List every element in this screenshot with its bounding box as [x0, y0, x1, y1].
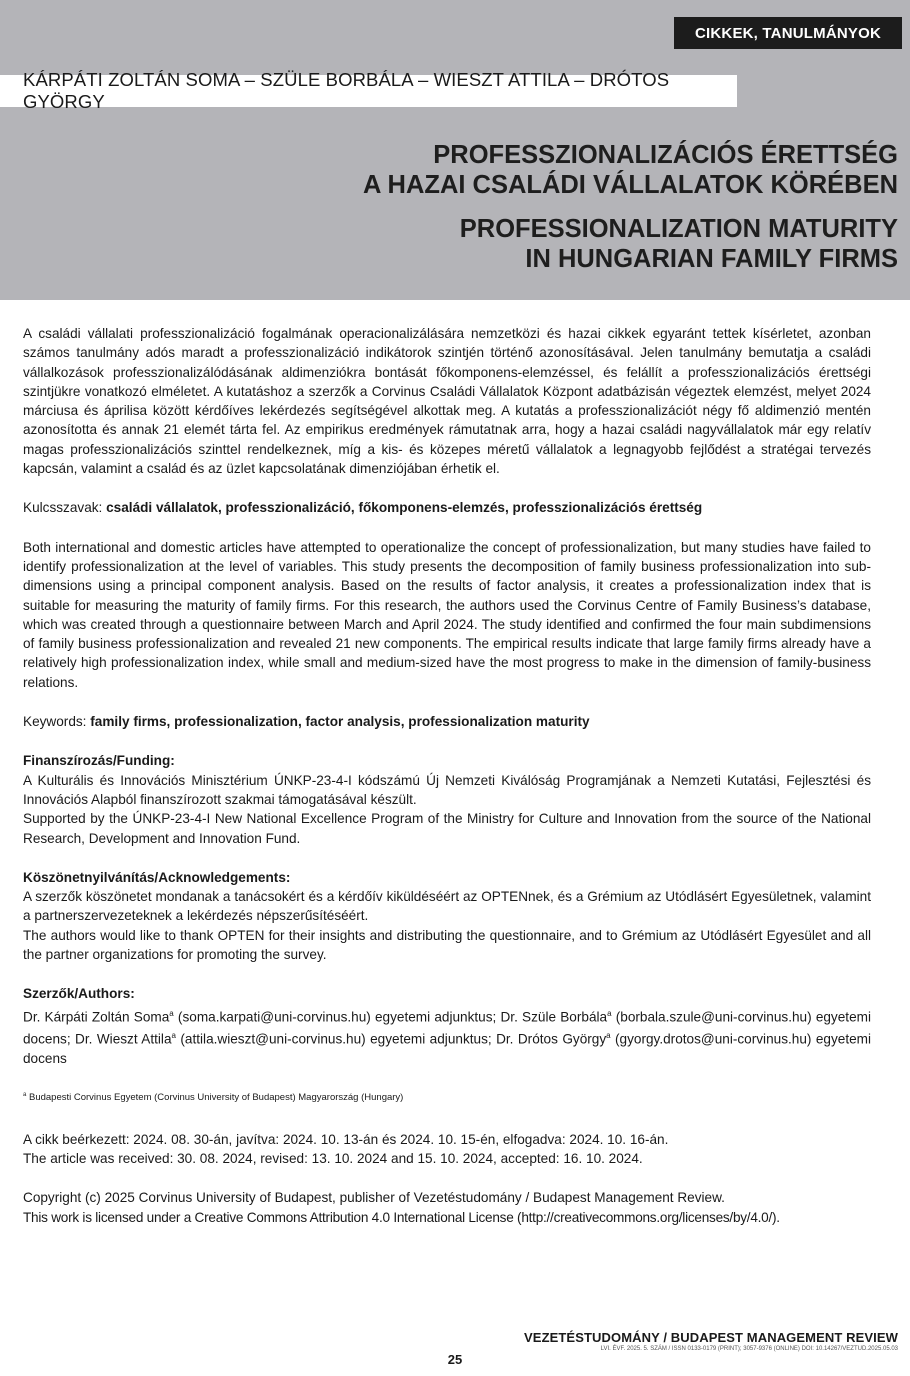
funding-hungarian: A Kulturális és Innovációs Minisztérium ÚNKP-23-4-I kódszámú Új Nemzeti Kiválóság Programjának a Nemzeti Kutatási, Fejlesztési és Innovációs Alapból finanszírozott szakmai támogatásával készült. — [23, 772, 871, 807]
author-3-details: (attila.wieszt@uni-corvinus.hu) egyetemi adjunktus; — [175, 1031, 497, 1047]
author-1-affiliation-mark: a — [169, 1008, 174, 1018]
copyright-line-2: This work is licensed under a Creative Commons Attribution 4.0 International License (http://creativecommons.org/licenses/by/4.0/). — [23, 1209, 780, 1225]
dates-hungarian: A cikk beérkezett: 2024. 08. 30-án, javítva: 2024. 10. 13-án és 2024. 10. 15-én, elfogadva: 2024. 10. 16-án. — [23, 1131, 669, 1147]
funding-heading: Finanszírozás/Funding: — [23, 753, 175, 769]
title-hungarian — [363, 140, 898, 200]
affiliation-mark: a — [23, 1091, 27, 1098]
article-body — [23, 324, 871, 1227]
author-1-details: (soma.karpati@uni-corvinus.hu) egyetemi adjunktus; — [173, 1009, 501, 1025]
author-1-name: Dr. Kárpáti Zoltán Soma — [23, 1009, 170, 1025]
author-3-affiliation-mark: a — [171, 1031, 176, 1041]
keywords-hungarian — [23, 498, 871, 517]
author-4-details: (gyorgy.drotos@uni-corvinus.hu) egyetemi docens — [23, 1031, 871, 1067]
title-en-line-1: PROFESSIONALIZATION MATURITY — [459, 215, 898, 243]
title-hu-line-2: A HAZAI CSALÁDI VÁLLALATOK KÖRÉBEN — [362, 171, 898, 199]
keywords-english — [23, 712, 871, 731]
keywords-en-terms: family firms, professionalization, factor analysis, professionalization maturity — [90, 714, 590, 730]
authors-details — [23, 1004, 871, 1069]
dates-english: The article was received: 30. 08. 2024, revised: 13. 10. 2024 and 15. 10. 2024, accepted: 16. 10. 2024. — [23, 1151, 643, 1167]
keywords-en-label: Keywords: — [23, 714, 87, 730]
abstract-english: Both international and domestic articles have attempted to operationalize the concept of professionalization, but many studies have failed to identify professionalization at the level of variables. This study presents the decomposition of family business professionalization into sub-dimensions using a principal component analysis. Based on the results of factor analysis, it creates a professionalization index that is suitable for measuring the maturity of family firms. For this research, the authors used the Corvinus Centre of Family Business’s database, which was created through a questionnaire between March and April 2024. The study identified and confirmed the four main subdimensions of family business professionalization and revealed 21 new components. The empirical results indicate that large family firms already have a relatively high professionalization index, while small and medium-sized have the most progress to make in the dimension of family-business relations. — [23, 539, 871, 690]
keywords-hu-terms: családi vállalatok, professzionalizáció, főkomponens-elemzés, professzionalizációs érettség — [106, 500, 703, 516]
author-3-name: Dr. Wieszt Attila — [75, 1031, 172, 1047]
affiliation-footnote — [23, 1089, 871, 1104]
section-tag: CIKKEK, TANULMÁNYOK — [674, 17, 902, 49]
keywords-hu-label: Kulcsszavak: — [23, 500, 103, 516]
page-number: 25 — [447, 1352, 463, 1367]
author-4-affiliation-mark: a — [606, 1031, 611, 1041]
title-en-line-2: IN HUNGARIAN FAMILY FIRMS — [525, 245, 898, 273]
article-header — [0, 0, 910, 300]
author-2-name: Dr. Szüle Borbála — [500, 1009, 608, 1025]
abstract-hungarian: A családi vállalati professzionalizáció fogalmának operacionalizálására nemzetközi és hazai cikkek egyaránt tettek kísérletet, azonban számos tanulmány adós maradt a professzionalizáció indikátorok szintjén történő azonosításával. Jelen tanulmány bemutatja a családi vállalkozások professzionalizálódásának aldimenziókra bontását főkomponens-elemzéssel, és felállít a professzionalizációs érettségi szintjükre vonatkozó elméletet. A kutatáshoz a szerzők a Corvinus Családi Vállalatok Központ adatbázisán végeztek elemzést, melyet 2024 márciusa és áprilisa között kérdőíves lekérdezés segítségével alkottak meg. A kutatás a professzionalizációt négy fő aldimenzió mentén azonosította és annak 21 elemét tárta fel. Az empirikus eredmények rámutatnak arra, hogy a hazai családi nagyvállalatok már egy relatív magas professzionalizációs szinttel rendelkeznek, míg a kis- és közepes méretű vállalatok a legnagyobb fejlődést a stratégai tervezés kapcsán, valamint a család és az üzlet kapcsolatának dimenziójában érhetik el. — [23, 326, 871, 477]
acknowledgements-hungarian: A szerzők köszönetet mondanak a tanácsokért és a kérdőív kiküldéséért az OPTENnek, és a Grémium az Utódlásért Egyesületnek, valamint a partnerszervezeteknek a lekérdezés népszerűsítéséért. — [23, 889, 871, 924]
authors-heading: Szerzők/Authors: — [23, 986, 135, 1002]
acknowledgements-heading: Köszönetnyilvánítás/Acknowledgements: — [23, 869, 291, 885]
funding-english: Supported by the ÚNKP-23-4-I New National Excellence Program of the Ministry for Culture and Innovation from the source of the National Research, Development and Innovation Fund. — [23, 811, 871, 846]
affiliation-text: Budapesti Corvinus Egyetem (Corvinus University of Budapest) Magyarország (Hungary) — [26, 1091, 404, 1103]
author-2-affiliation-mark: a — [607, 1008, 612, 1018]
title-english — [363, 214, 898, 274]
article-titles — [363, 140, 898, 274]
journal-issue-meta: LVI. ÉVF. 2025. 5. SZÁM / ISSN 0133-0179 (PRINT); 3057-9376 (ONLINE) DOI: 10.14267/VEZTUD.2025.05.03 — [600, 1346, 898, 1352]
author-4-name: Dr. Drótos György — [496, 1031, 607, 1047]
author-names-bar: KÁRPÁTI ZOLTÁN SOMA – SZÜLE BORBÁLA – WIESZT ATTILA – DRÓTOS GYÖRGY — [0, 75, 737, 107]
author-2-details: (borbala.szule@uni-corvinus.hu) egyetemi docens; — [23, 1009, 871, 1047]
title-hu-line-1: PROFESSZIONALIZÁCIÓS ÉRETTSÉG — [433, 141, 898, 169]
acknowledgements-english: The authors would like to thank OPTEN for their insights and distributing the questionnaire, and to Grémium az Utódlásért Egyesület and all the partner organizations for promoting the survey. — [23, 927, 871, 963]
copyright-line-1: Copyright (c) 2025 Corvinus University of Budapest, publisher of Vezetéstudomány / Budapest Management Review. — [23, 1190, 725, 1206]
journal-name: VEZETÉSTUDOMÁNY / BUDAPEST MANAGEMENT REVIEW — [524, 1330, 898, 1345]
